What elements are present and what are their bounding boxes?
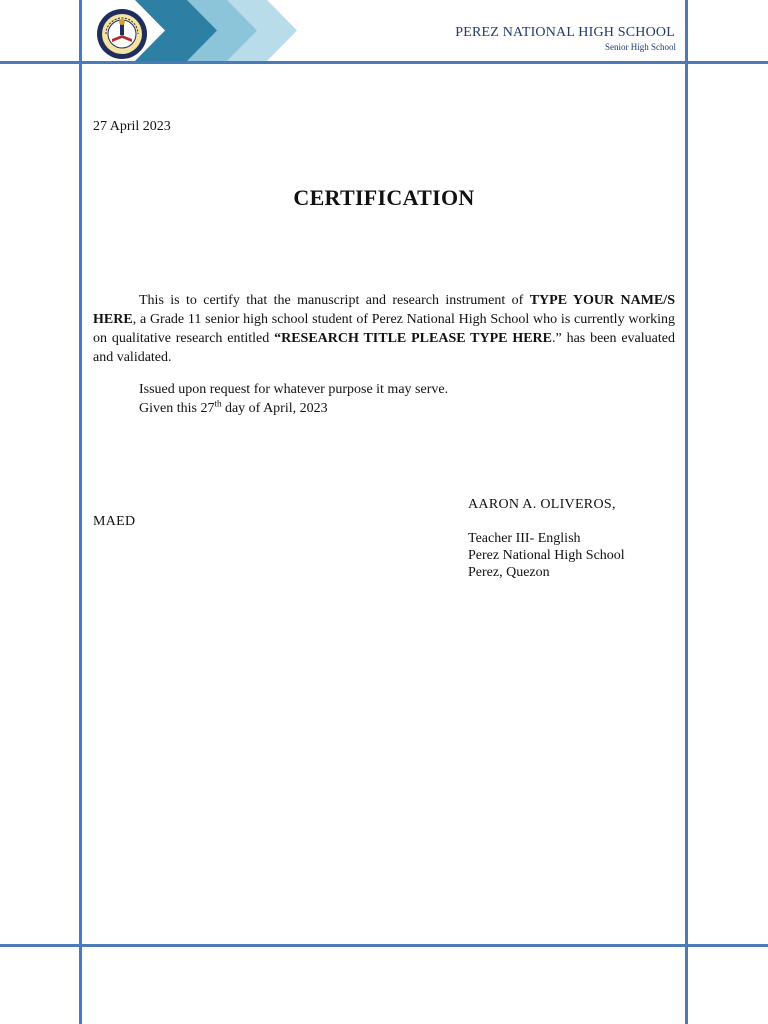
signatory-name: AARON A. OLIVEROS,: [468, 497, 616, 512]
certification-body: [93, 291, 675, 367]
school-subtitle: Senior High School: [605, 42, 676, 52]
school-name: PEREZ NATIONAL HIGH SCHOOL: [455, 25, 675, 40]
signatory-school: Perez National High School: [468, 548, 625, 563]
right-border-rule: [685, 0, 688, 1024]
letter-date: 27 April 2023: [93, 119, 171, 134]
given-superscript: th: [214, 398, 222, 409]
signatory-position: Teacher III- English: [468, 531, 581, 546]
research-title-placeholder: “RESEARCH TITLE PLEASE TYPE HERE: [274, 331, 553, 346]
given-suffix: day of April, 2023: [221, 401, 328, 416]
header-chevron-banner: [135, 0, 297, 61]
name-placeholder: TYPE YOUR NAME/S HERE: [93, 293, 675, 327]
bottom-border-rule: [0, 944, 768, 947]
school-logo-seal: [96, 8, 148, 60]
given-line: [139, 398, 328, 417]
body-text-1: This is to certify that the manuscript and research instrument of: [139, 293, 530, 308]
signatory-degree: MAED: [93, 514, 136, 529]
top-border-rule: [0, 61, 768, 64]
body-text-3: .” has been evaluated and validated.: [93, 331, 675, 365]
issued-line: Issued upon request for whatever purpose it may serve.: [139, 382, 449, 397]
given-prefix: Given this 27: [139, 401, 215, 416]
body-text-2: , a Grade 11 senior high school student of Perez National High School who is currently working on qualitative research entitled: [93, 312, 675, 346]
left-border-rule: [79, 0, 82, 1024]
document-title: CERTIFICATION: [293, 185, 475, 210]
signatory-place: Perez, Quezon: [468, 565, 550, 580]
